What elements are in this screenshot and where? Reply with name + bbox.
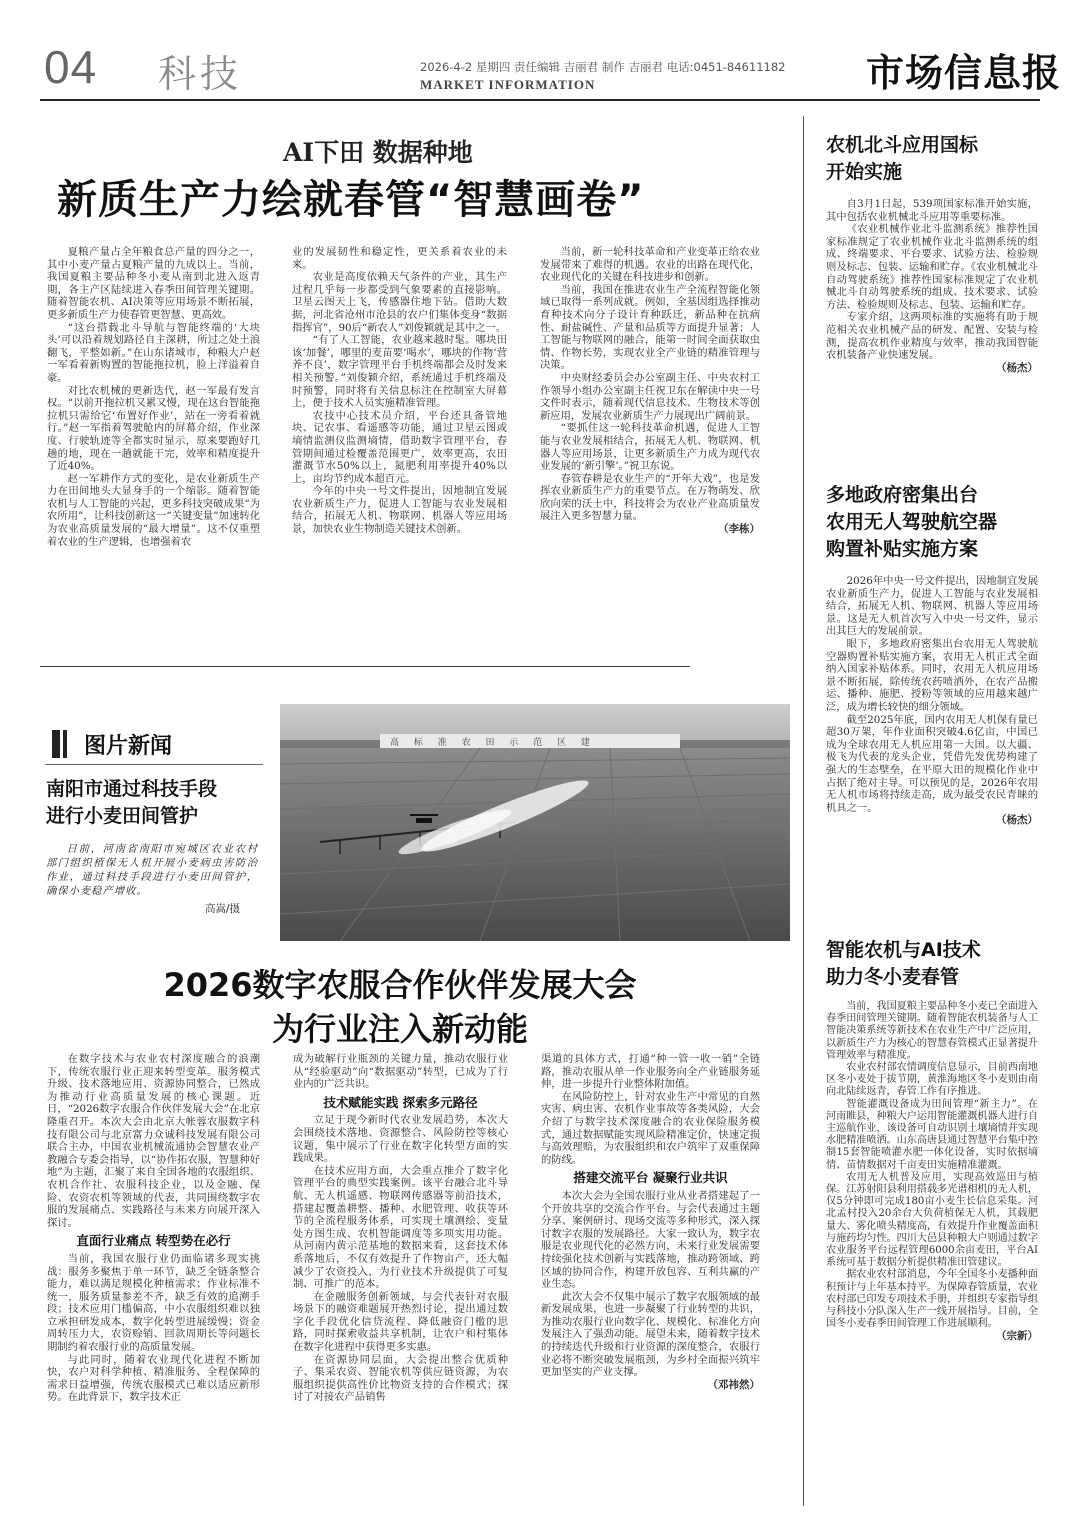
news-photo xyxy=(280,704,790,941)
paragraph: 当前，我国农服行业仍面临诸多现实挑战：服务多聚焦于单一环节，缺乏全链条整合能力，难以满足规模化种植需求；作业标准不统一，服务质量参差不齐，缺乏有效的追溯手段；技术应用门槛偏高，中小农服组织难以独立承担研发成本，数字化转型进展缓慢；资金周转压力大，农资赊销、回款周期长等问题长期制约着农服行业的高质量发展。 xyxy=(47,1252,260,1354)
second-column-3 xyxy=(541,1053,760,1391)
sidebar-article-2 xyxy=(826,482,1038,827)
sidebar-title-line: 开始实施 xyxy=(826,161,903,183)
paragraph: 对比农机械的更新迭代，赵一军最有发言权。“以前开拖拉机又累又慢，现在这台智能拖拉机只需给它‘布置好作业’，站在一旁看着就行。”赵一军指着驾驶舱内的屏幕介绍，作业深度、行驶轨迹等全都实时显示，原来要跑好几趟的地，现在一趟就能干完，效率和精度提升了近40%。 xyxy=(47,384,260,473)
photo-caption: 日前，河南省南阳市宛城区农业农村部门组织植保无人机开展小麦病虫害防治作业，通过科技手段进行小麦田间管护，确保小麦稳产增收。 xyxy=(46,843,258,897)
paper-name-en: MARKET INFORMATION xyxy=(420,77,596,92)
sidebar-body xyxy=(826,575,1038,827)
sidebar-title xyxy=(826,132,1038,186)
header-rule xyxy=(40,99,1040,101)
paragraph: 农用无人机普及应用，实现高效巡田与植保。江苏射阳县利用搭载多光谱相机的无人机，仅5分钟即可完成180亩小麦生长信息采集。河北孟村投入20余台大负荷植保无人机，其载肥量大、雾化喷头精度高，有效提升作业覆盖面积与施药均匀性。四川大邑县种粮大户则通过数字农业服务平台远程管理6000余亩麦田，平台AI系统可基于数据分析提供精准田管建议。 xyxy=(826,1171,1038,1269)
paragraph: 成为破解行业瓶颈的关键力量，推动农服行业从“经验驱动”向“数据驱动”转型，已成为了行业内的广泛共识。 xyxy=(293,1053,508,1091)
paragraph: 当前，新一轮科技革命和产业变革正给农业发展带来了难得的机遇。农业的出路在现代化，农业现代化的关键在科技进步和创新。 xyxy=(540,246,760,284)
photo-news-label-bar2 xyxy=(63,730,67,758)
paragraph: 农技中心技术员介绍，平台还具备管地块、记农事、看遥感等功能，通过卫星云图或墒情监测仪监测墒情，借助数字管理平台，春管期间通过检覆盖范围更广，效率更高，农田灌溉节水50%以上，氮肥利用率提升40%以上，亩均节约成本超百元。 xyxy=(292,409,507,485)
sidebar-body xyxy=(826,198,1038,374)
lead-byline: （李栋） xyxy=(718,523,760,536)
sidebar-title-line: 智能农机与AI技术 xyxy=(826,939,981,961)
section-title: 科技 xyxy=(158,52,243,96)
lead-title: 新质生产力绘就春管“智慧画卷” xyxy=(57,177,645,223)
sidebar-title xyxy=(826,482,1038,563)
sidebar-title-line: 购置补贴实施方案 xyxy=(826,538,979,560)
photo-news-label: 图片新闻 xyxy=(84,734,173,759)
second-subhead-1: 直面行业痛点 转型势在必行 xyxy=(76,1233,231,1249)
lead-column-1 xyxy=(47,246,260,548)
lead-column-2 xyxy=(292,246,507,536)
sidebar-article-3 xyxy=(826,937,1038,1343)
paragraph: 中央财经委员会办公室副主任、中央农村工作领导小组办公室副主任祝卫东在解读中央一号文件时表示，随着现代信息技术、生物技术等创新应用，发展农业新质生产力展现出广阔前景。 xyxy=(540,371,760,422)
paragraph: 在金融服务创新领域，与会代表针对农服场景下的融资难题展开热烈讨论，提出通过数字化手段优化信贷流程、降低融资门槛的思路，同时探索收益共享机制，让农户和村集体在数字化进程中获得更多实惠。 xyxy=(293,1290,508,1354)
sidebar-divider xyxy=(803,116,804,1506)
paragraph: 渠道的具体方式，打通“种一管一收一销”全链路，推动农服从单一作业服务向全产业链服务延伸，进一步提升行业整体附加值。 xyxy=(541,1053,760,1091)
paragraph: 截至2025年底，国内农用无人机保有量已超30万架，年作业面积突破4.6亿亩，中国已成为全球农用无人机应用第一大国。以大疆、极飞为代表的龙头企业，凭借先发优势构建了强大的生态壁垒，在平原大田的规模化作业中占据了绝对主导。可以预见的是，2026年农用无人机市场将持续走高，成为最受农民青睐的机具之一。 xyxy=(826,713,1038,814)
paragraph: 农业农村部农情调度信息显示，目前西南地区冬小麦处于拔节期，黄淮海地区冬小麦则由南向北陆续返青，春管工作有序推进。 xyxy=(826,1062,1038,1098)
paragraph: 农业是高度依赖天气条件的产业，其生产过程几乎每一步都受到气象要素的直接影响。卫星云图天上飞，传感器住地下钻。借助大数据，河北省沧州市沧县的农户们集体变身“数据指挥官”，90后“新农人”刘俊颖就是其中之一。 xyxy=(292,271,507,334)
lead-bottom-rule xyxy=(40,666,690,667)
photo-label-rule xyxy=(45,764,263,765)
sidebar-title-line: 多地政府密集出台 xyxy=(826,484,979,506)
sidebar-title-line: 农用无人驾驶航空器 xyxy=(826,511,998,533)
photo-credit: 高嵩/摄 xyxy=(205,903,241,915)
paragraph: 专家介绍，这两项标准的实施将有助于规范相关农业机械产品的研发、配置、安装与检测，提高农机作业精度与效率，推动我国智能农机装备产业快速发展。 xyxy=(826,311,1038,362)
paragraph: 据农业农村部消息，今年全国冬小麦播种面积预计与上年基本持平。为保障春管质量，农业农村部已印发专项技术手册，并组织专家指导组与科技小分队深入生产一线开展指导。目前，全国冬小麦春季田间管理工作进展顺利。 xyxy=(826,1269,1038,1330)
second-subhead-3: 搭建交流平台 凝聚行业共识 xyxy=(573,1170,728,1186)
photo-news-title-line: 进行小麦田间管护 xyxy=(46,805,199,827)
paragraph: 当前，我国夏粮主要品种冬小麦已全面进入春季田间管理关键期。随着智能农机装备与人工智能决策系统等新技术在农业生产中广泛应用，以新质生产力为核心的智慧春管模式正显著提升管理效率与精准度。 xyxy=(826,1001,1038,1061)
masthead-logo: 市场信息报 xyxy=(866,50,1062,95)
paragraph: 业的发展韧性和稳定性，更关系着农业的未来。 xyxy=(292,246,507,271)
paragraph: “这台搭载北斗导航与智能终端的‘大块头’可以沿着规划路径自主深耕，所过之处土浪翻飞，平整如新。”在山东诸城市，种粮大户赵一军看着新购置的智能拖拉机，脸上洋溢着自豪。 xyxy=(47,321,260,384)
paragraph: 在资源协同层面，大会提出整合优质种子、集采农资、智能农机等供应链资源，为农服组织提供高性价比物资支持的合作模式；探讨了对接农产品销售 xyxy=(293,1353,508,1404)
paragraph: 与此同时，随着农业现代化进程不断加快，农户对科学种植、精准服务、全程保障的需求日益增强，传统农服模式已难以适应新形势。在此背景下，数字技术正 xyxy=(47,1353,260,1404)
paragraph: 2026年中央一号文件提出，因地制宜发展农业新质生产力，促进人工智能与农业发展相结合，拓展无人机、物联网、机器人等应用场景。这是无人机首次写入中央一号文件，显示出其巨大的发展前景。 xyxy=(826,575,1038,638)
paragraph: 在技术应用方面，大会重点推介了数字化管理平台的典型实践案例。该平台融合北斗导航、无人机遥感、物联网传感器等前沿技术，搭建起覆盖耕整、播种、水肥管理、收获等环节的全流程服务体系，可实现土壤测绘、变量处方图生成、农机智能调度等多项实用功能。从河南内黄示范基地的数据来看，这套技术体系落地后，不仅有效提升了作物亩产，还大幅减少了农资投入，为行业技术升级提供了可复制、可推广的范本。 xyxy=(293,1164,508,1291)
paragraph: 在风险防控上，针对农业生产中常见的自然灾害、病虫害、农机作业事故等各类风险，大会介绍了与数字技术深度融合的农业保险服务模式，通过数据赋能实现风险精准定价，快速定损与高效理赔，为农服组织和农户筑牢了双重保障的防线。 xyxy=(541,1090,760,1166)
paragraph: 夏粮产量占全年粮食总产量的四分之一，其中小麦产量占夏粮产量的九成以上。当前，我国夏粮主要品种冬小麦从南到北进入返青期，各主产区陆续进入春季田间管理关键期。随着智能农机、AI决策等应用场景不断拓展，更多新质生产力使春管更智慧、更高效。 xyxy=(47,246,260,321)
sidebar-byline: （宗新） xyxy=(996,1330,1038,1343)
second-column-1 xyxy=(47,1053,260,1404)
paragraph: 当前，我国在推进农业生产全流程智能化领域已取得一系列成就。例如，全基因组选择推动育种技术向分子设计育种跃迁，新品种在抗病性、耐盐碱性、产量和品质等方面提升显著；人工智能与物联网的融合，能第一时间全面获取虫情、作物长势，实现农业全产业链的精准管理与决策。 xyxy=(540,283,760,372)
sidebar-title-line: 农机北斗应用国标 xyxy=(826,134,979,156)
second-subhead-2: 技术赋能实践 探索多元路径 xyxy=(323,1094,478,1110)
paragraph: 赵一军耕作方式的变化，是农业新质生产力在田间地头大显身手的一个缩影。随着智能农机与人工智能的兴起，更多科技突破成果“为农所用”，让科技创新这一“关键变量”加速转化为农业高质量发展的“最大增量”。这不仅重塑着农业的生产逻辑，也增强着农 xyxy=(47,472,260,548)
paragraph: “有了人工智能，农业越来越时髦。哪块田该‘加餐’，哪里的麦苗要‘喝水’，哪块的作物‘营养不良’，数字管理平台手机终端都会及时发来相关预警。”刘俊颖介绍，系统通过手机终端及时预警，同时将有关信息标注在控制室大屏幕上，便于技术人员实施精准管理。 xyxy=(292,334,507,410)
sidebar-byline: （杨杰） xyxy=(996,814,1038,827)
sidebar-title-line: 助力冬小麦春管 xyxy=(826,966,960,988)
second-title xyxy=(40,963,760,1051)
paragraph: 春管春耕是农业生产的“开年大戏”，也是发挥农业新质生产力的重要节点。在万物萌发、欣欣向荣的沃土中，科技将会为农业产业高质量发展注入更多智慧力量。 xyxy=(540,472,760,523)
paragraph: 立足于现今新时代农业发展趋势，本次大会围绕技术落地、资源整合、风险防控等核心议题，集中展示了行业在数字化转型方面的实践成果。 xyxy=(293,1114,508,1165)
second-title-line: 2026数字农服合作伙伴发展大会 xyxy=(163,966,637,1004)
paragraph: 自3月1日起，539项国家标准开始实施，其中包括农业机械北斗应用等重要标准。 xyxy=(826,198,1038,223)
paragraph: 此次大会不仅集中展示了数字农服领域的最新发展成果，也进一步凝聚了行业转型的共识，为推动农服行业向数字化、规模化、标准化方向发展注入了强劲动能。展望未来，随着数字技术的持续迭代升级和行业资源的深度整合，农服行业必将不断突破发展瓶颈，为乡村全面振兴筑牢更加坚实的产业支撑。 xyxy=(541,1290,760,1379)
paragraph: 《农业机械作业北斗监测系统》推荐性国家标准规定了农业机械作业北斗监测系统的组成、终端要求、平台要求、试验方法、检验规则及标志、包装、运输和贮存。《农业机械北斗自动驾驶系统》推荐性国家标准规定了农业机械北斗自动驾驶系统的组成、技术要求、试验方法、检验规则及标志、包装、运输和贮存。 xyxy=(826,223,1038,311)
photo-banner-text: 高 标 准 农 田 示 范 区 建 xyxy=(390,738,596,748)
page-number: 04 xyxy=(44,41,98,93)
sidebar-byline: （杨杰） xyxy=(996,361,1038,374)
sidebar-body xyxy=(826,1001,1038,1343)
paragraph: 智能灌溉设备成为田间管理“新主力”。在河南睢县，种粮大户运用智能灌溉机器人进行自主巡航作业，该设备可自动识别土壤墒情并实现水肥精准喷洒。山东高唐县通过智慧平台集中控制15套智能喷灌水肥一体化设备，实时依据墒情、苗情数据对千亩麦田实施精准灌溉。 xyxy=(826,1098,1038,1171)
paragraph: “要抓住这一轮科技革命机遇，促进人工智能与农业发展相结合，拓展无人机、物联网、机器人等应用场景，让更多新质生产力成为现代农业发展的‘新引擎’。”祝卫东说。 xyxy=(540,422,760,473)
second-column-2 xyxy=(293,1053,508,1404)
photo-news-label-bar xyxy=(52,730,60,758)
paragraph: 眼下，多地政府密集出台农用无人驾驶航空器购置补贴实施方案，农用无人机正式全面纳入国家补贴体系。同时，农用无人机应用场景不断拓展，除传统农药喷洒外，在农产品搬运、播种、施肥、授粉等领域的应用越来越广泛，成为增长较快的细分领域。 xyxy=(826,637,1038,713)
header-meta: 2026-4-2 星期四 责任编辑 吉丽君 制作 吉丽君 电话:0451-84611182 xyxy=(420,60,786,74)
paragraph: 今年的中央一号文件提出，因地制宜发展农业新质生产力，促进人工智能与农业发展相结合，拓展无人机、物联网、机器人等应用场景，加快农业生物制造关键技术创新。 xyxy=(292,485,507,536)
paragraph: 本次大会为全国农服行业从业者搭建起了一个开放共享的交流合作平台。与会代表通过主题分享、案例研讨、现场交流等多种形式，深入探讨数字农服的发展路径。大家一致认为，数字农服是农业现代化的必然方向，未来行业发展需要持续强化技术创新与实践落地，推动跨领域、跨区域的协同合作，构建开放包容、互利共赢的产业生态。 xyxy=(541,1189,760,1291)
sidebar-article-1 xyxy=(826,132,1038,374)
paragraph: 在数字技术与农业农村深度融合的浪潮下，传统农服行业正迎来转型变革。服务模式升级、技术落地应用、资源协同整合，已然成为推动行业高质量发展的核心课题。近日，“2026数字农服合作伙伴发展大会”在北京隆重召开。本次大会由北京大帐蓉农服数字科技有限公司与北京富力众诚科技发展有限公司联合主办，中国农业机械流通协会智慧农业产教融合专委会指导，以“协作拓农服，智慧种好地”为主题，汇聚了来自全国各地的农服组织、农机合作社、农服科技企业，以及金融、保险、农资农机等领域的代表，共同围绕数字农服的发展痛点、实践路径与未来方向展开深入探讨。 xyxy=(47,1053,260,1229)
lead-kicker: AI下田 数据种地 xyxy=(283,138,473,167)
sidebar-title xyxy=(826,937,1038,991)
second-byline: （邓祎然） xyxy=(707,1378,760,1391)
photo-news-title xyxy=(46,776,217,830)
lead-column-3 xyxy=(540,246,760,536)
second-title-line: 为行业注入新动能 xyxy=(271,1010,528,1048)
photo-news-title-line: 南阳市通过科技手段 xyxy=(46,778,218,800)
